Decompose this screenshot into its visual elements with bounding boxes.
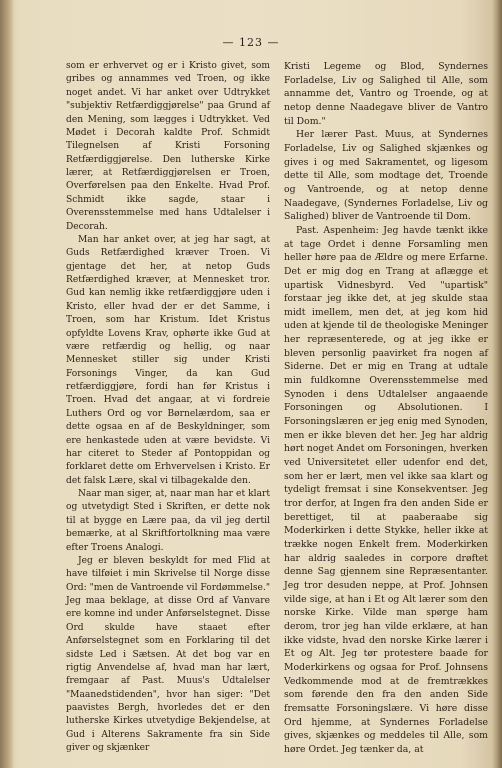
page-left-edge <box>0 0 14 768</box>
right-column <box>284 60 488 760</box>
page-number: — 123 — <box>222 36 280 49</box>
left-paragraph-2: Man har anket over, at jeg har sagt, at Guds Retfærdighed kræver Troen. Vi gjentage det her, at netop Guds Retfærdighed kræver, at Mennesket tror. Gud kan nemlig ikke retfærdiggjøre uden i Kristo, eller hvad der er det Samme, i Troen, som har Kristum. Idet Kristus opfyldte Lovens Krav, ophørte ikke Gud at være retfærdig og hellig, og naar Mennesket stiller sig under Kristi Forsonings Vinger, da kan Gud retfærdiggjøre, fordi han før Kristus i Troen. Hvad det angaar, at vi fordreie Luthers Ord og vor Børnelærdom, saa er dette ogsaa en af de Beskyldninger, som ere henkastede uden at være bevidste. Vi har citeret to Steder af Pontoppidan og forklaret dette om Erhvervelsen i Kristo. Er det falsk Lære, skal vi tilbagekalde den. <box>66 234 270 486</box>
right-paragraph-3: Past. Aspenheim: Jeg havde tænkt ikke at tage Ordet i denne Forsamling men heller høre paa de Ældre og mere Erfarne. Det er mig dog en Trang at aflægge et upartisk Vidnesbyrd. Ved "upartisk" forstaar jeg ikke det, at jeg skulde staa midt imellem, men det, at jeg kom hid uden at kjende til de theologiske Meninger her repræsenterede, og at jeg ikke er bleven personlig paavirket fra nogen af Siderne. Det er mig en Trang at udtale min fuldkomne Overensstemmelse med Synoden i dens Udtalelser angaaende Forsoningen og Absolutionen. I Forsoningslæren er jeg enig med Synoden, men er ikke bleven det her. Jeg har aldrig hørt noget Andet om Forsoningen, hverken ved Universitetet eller udenfor end det, som her er lært, men vel ikke saa klart og tydeligt fremsat i sine Konsekventser. Jeg tror derfor, at Ingen fra den anden Side er berettiget, til at paaberaabe sig Moderkirken i dette Stykke, heller ikke at trække nogen Enkelt frem. Moderkirken har aldrig saaledes in corpore drøftet denne Sag gjennem sine Repræsentanter. Jeg tror desuden neppe, at Prof. Johnsen vilde sige, at han i Et og Alt lærer som den norske Kirke. Vilde man spørge ham derom, tror jeg han vilde erklære, at han ikke vidste, hvad den norske Kirke lærer i Et og Alt. Jeg tør protestere baade for Moderkirkens og ogsaa for Prof. Johnsens Vedkommende mod at de fremtrækkes som førende den fra den anden Side fremsatte Forsoningslære. Vi høre disse Ord hjemme, at Syndernes Forladelse gives, skjænkes og meddeles til Alle, som høre Ordet. Jeg tænker da, at <box>284 224 488 755</box>
right-paragraph-1: Kristi Legeme og Blod, Syndernes Forladelse, Liv og Salighed til Alle, som annamme det, Vantro og Troende, og at netop denne Naadegave bliver de Vantro til Dom." <box>284 61 488 127</box>
left-paragraph-1: som er erhvervet og er i Kristo givet, som gribes og annammes ved Troen, og ikke noget andet. Vi har anket over Udtrykket "subjektiv Retfærdiggjørelse" paa Grund af den Mening, som lægges i Udtrykket. Ved Mødet i Decorah kaldte Prof. Schmidt Tilegnelsen af Kristi Forsoning Retfærdiggjørelse. Den lutherske Kirke lærer, at Retfærdiggjørelsen er Troen, Overførelsen paa den Enkelte. Hvad Prof. Schmidt ikke sagde, staar i Overensstemmelse med hans Udtalelser i Decorah. <box>66 61 270 232</box>
page-right-edge <box>492 0 502 768</box>
right-paragraph-2: Her lærer Past. Muus, at Syndernes Forladelse, Liv og Salighed skjænkes og gives i og med Sakramentet, og ligesom dette til Alle, som modtage det, Troende og Vantroende, og at netop denne Naadegave, (Syndernes Forladelse, Liv og Salighed) bliver de Vantroende til Dom. <box>284 129 488 223</box>
left-column <box>66 60 270 760</box>
left-paragraph-4: Jeg er bleven beskyldt for med Flid at have tilføiet i min Skrivelse til Norge disse Ord: "men de Vantroende vil Fordømmelse." Jeg maa beklage, at disse Ord af Vanvare ere komne ind under Anførselstegnet. Disse Ord skulde have staaet efter Anførselstegnet som en Forklaring til det sidste Led i Sætsen. At det bog var en rigtig Anvendelse af, hvad man har lært, fremgaar af Past. Muus's Udtalelser "Maanedstidenden", hvor han siger: "Det paavistes Bergh, hvorledes det er den lutherske Kirkes utvetydige Bekjendelse, at Gud i Alterens Sakramente fra sin Side giver og skjænker <box>66 555 270 754</box>
left-paragraph-3: Naar man siger, at, naar man har et klart og utvetydigt Sted i Skriften, er dette nok til at bygge en Lære paa, da vil jeg dertil bemærke, at al Skriftfortolkning maa være efter Troens Analogi. <box>66 489 270 553</box>
